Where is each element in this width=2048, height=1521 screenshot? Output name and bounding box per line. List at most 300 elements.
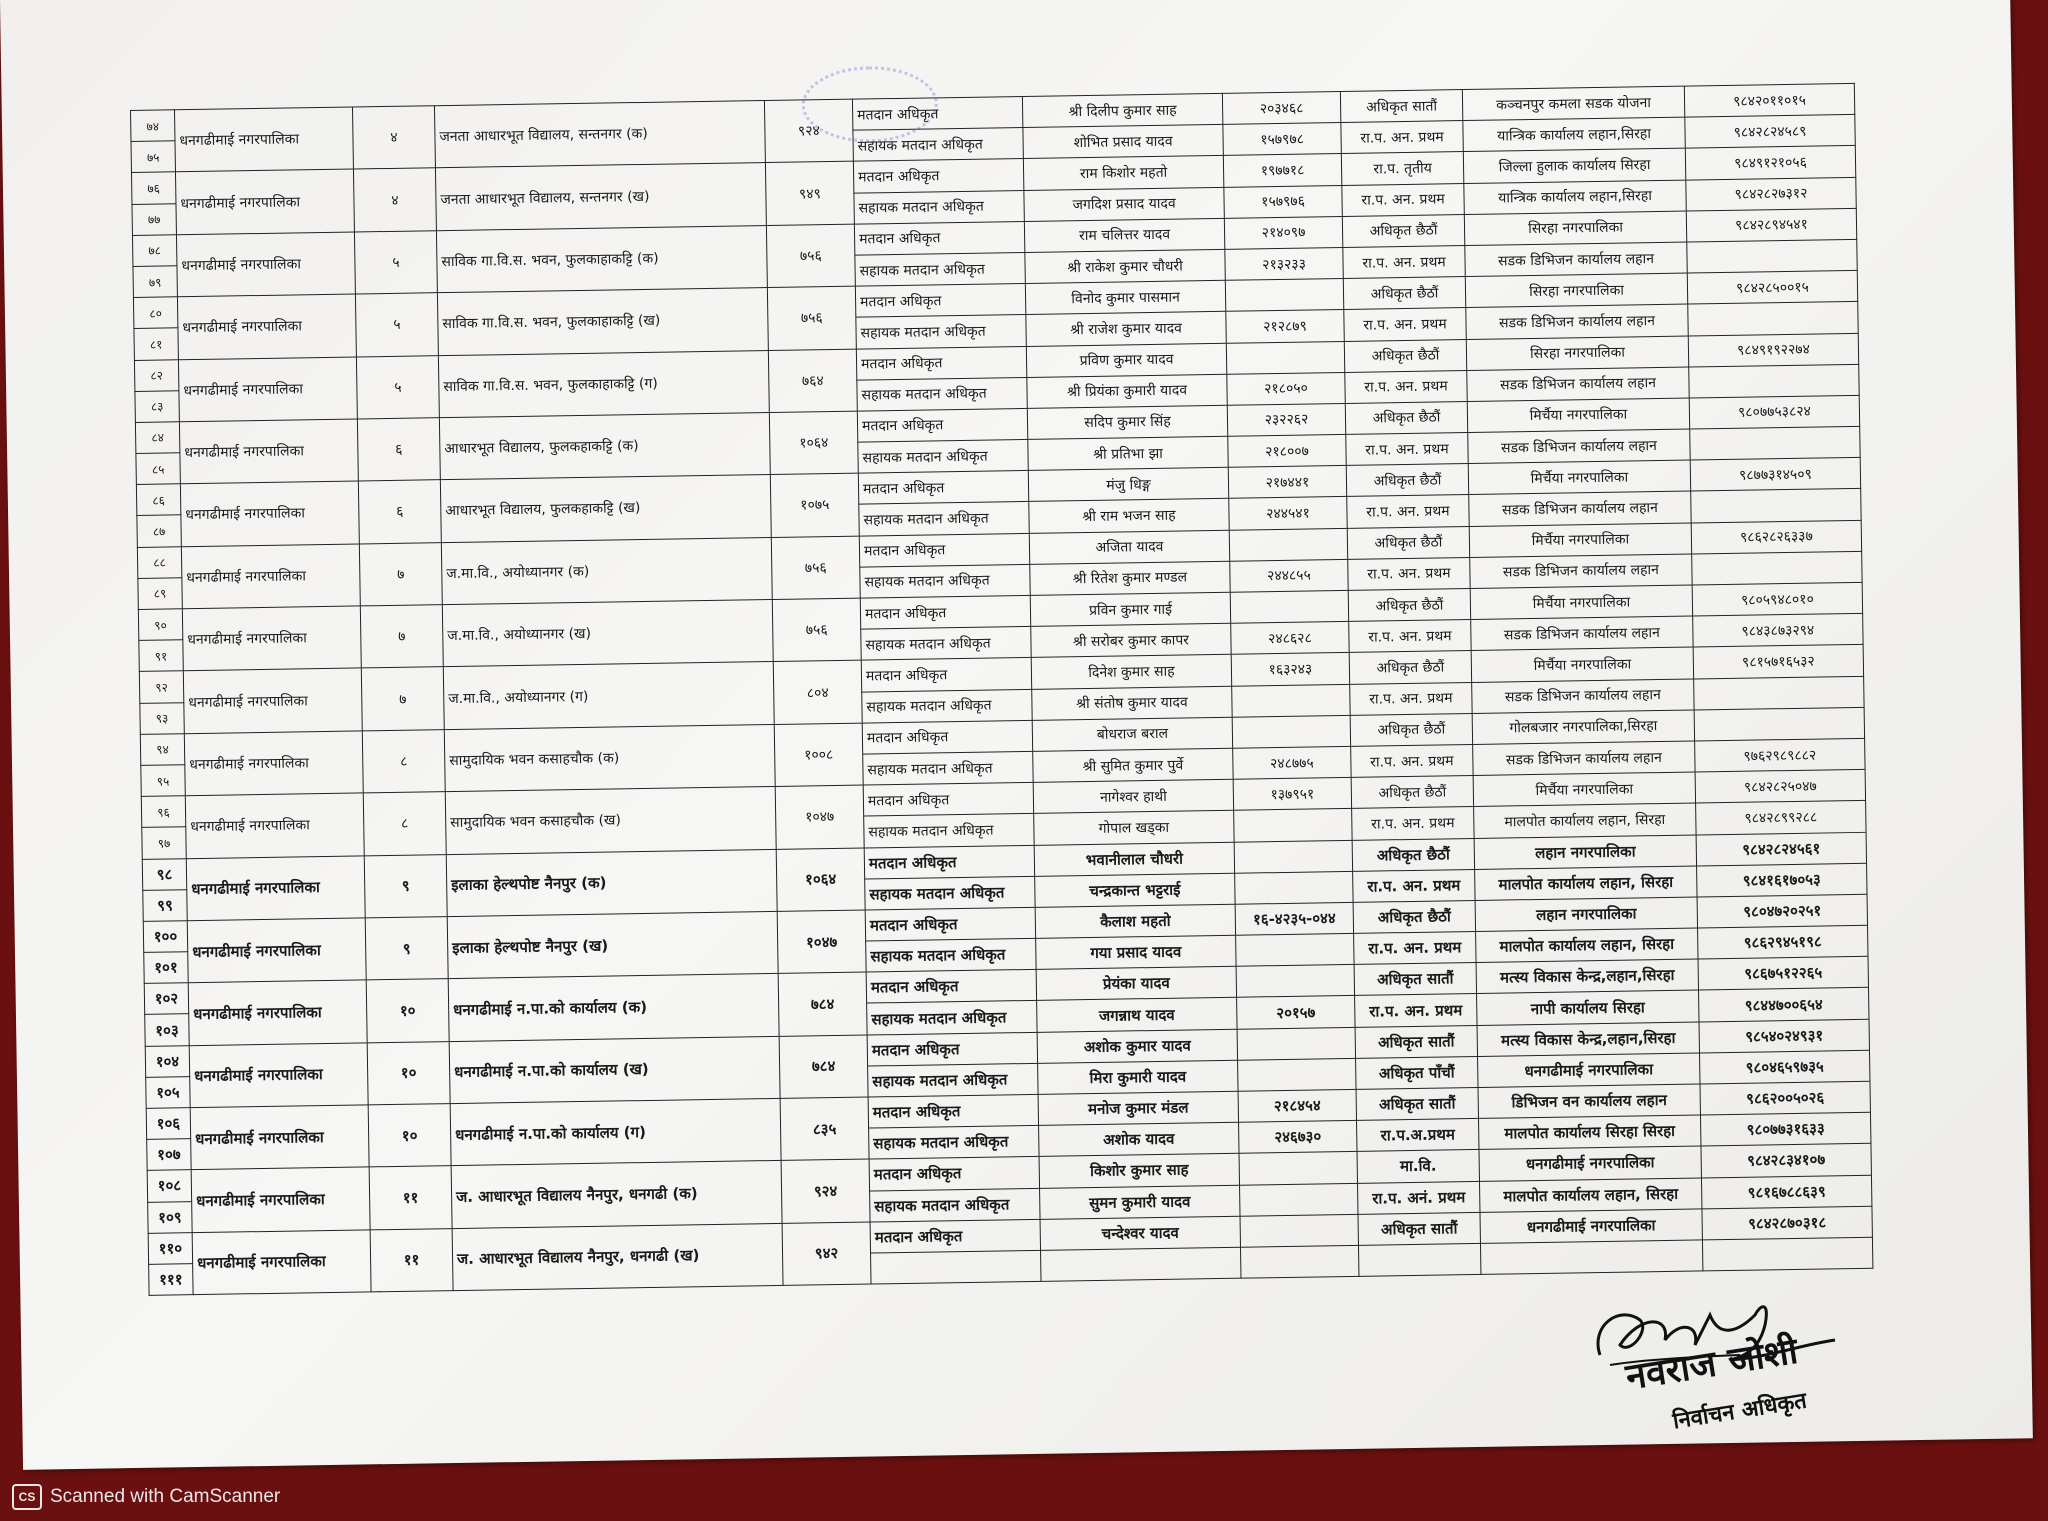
rank-level-cell: रा.प. अन. प्रथम — [1354, 932, 1476, 965]
polling-center-cell: ज.मा.वि., अयोध्यानगर (ग) — [443, 662, 774, 730]
employee-id-cell: २४४८५५ — [1230, 559, 1348, 592]
post-cell: सहायक मतदान अधिकृत — [856, 315, 1026, 349]
post-cell: सहायक मतदान अधिकृत — [867, 1001, 1037, 1035]
rank-level-cell: रा.प. अनं. प्रथम — [1358, 1181, 1480, 1214]
employee-id-cell: २३२२६२ — [1227, 403, 1345, 436]
employee-id-cell: २१८००७ — [1228, 435, 1346, 468]
serial-number-cell: ९२ — [139, 671, 183, 703]
ward-cell: ११ — [370, 1228, 453, 1292]
serial-number-cell: ८९ — [138, 578, 182, 610]
serial-number-cell: ९८ — [142, 858, 186, 890]
municipality-cell: धनगढीमाई नगरपालिका — [190, 1105, 369, 1170]
serial-number-cell: ७८ — [132, 235, 176, 267]
phone-cell: ९८४२८२७३१२ — [1686, 177, 1856, 211]
post-cell: मतदान अधिकृत — [859, 533, 1029, 567]
signatory-title: निर्वाचन अधिकृत — [1671, 1388, 1809, 1435]
office-cell: धनगढीमाई नगरपालिका — [1480, 1209, 1702, 1244]
phone-cell: ९८४९१२१०५६ — [1685, 146, 1855, 180]
rank-level-cell: रा.प. अन. प्रथम — [1355, 994, 1477, 1027]
office-cell: जिल्ला हुलाक कार्यालय सिरहा — [1463, 148, 1685, 183]
polling-center-cell: साविक गा.वि.स. भवन, फुलकाहाकट्टि (ख) — [437, 288, 768, 356]
serial-number-cell: ९१ — [139, 640, 183, 672]
rank-level-cell: रा.प. अन. प्रथम — [1350, 682, 1472, 715]
rank-level-cell — [1358, 1243, 1480, 1276]
serial-number-cell: ९० — [138, 609, 182, 641]
serial-number-cell: ७७ — [132, 203, 176, 235]
officer-name-cell: प्रविन कुमार गाई — [1030, 592, 1230, 626]
voter-count-cell: ७५६ — [766, 224, 855, 288]
rank-level-cell: रा.प. अन. प्रथम — [1351, 744, 1473, 777]
phone-cell: ९८४२८९९२८८ — [1696, 801, 1866, 835]
voter-count-cell: ८०४ — [773, 660, 862, 724]
office-cell: सडक डिभिजन कार्यालय लहान — [1471, 616, 1693, 651]
voter-count-cell: ९२४ — [764, 99, 853, 163]
serial-number-cell: १०५ — [146, 1076, 190, 1108]
phone-cell: ९८०७७५३८२४ — [1689, 395, 1859, 429]
polling-center-cell: इलाका हेल्थपोष्ट नैनपुर (क) — [446, 849, 777, 917]
serial-number-cell: ११० — [148, 1232, 192, 1264]
polling-center-cell: जनता आधारभूत विद्यालय, सन्तनगर (ख) — [435, 163, 766, 231]
ward-cell: १० — [368, 1104, 451, 1168]
employee-id-cell — [1240, 1214, 1358, 1247]
employee-id-cell — [1232, 715, 1350, 748]
post-cell: मतदान अधिकृत — [857, 408, 1027, 442]
post-cell: मतदान अधिकृत — [864, 845, 1034, 879]
office-cell: लहान नगरपालिका — [1474, 834, 1696, 869]
phone-cell: ९८७७३१४५०९ — [1690, 458, 1860, 492]
rank-level-cell: रा.प.अ.प्रथम — [1357, 1119, 1479, 1152]
office-cell: मालपोत कार्यालय लहान, सिरहा — [1476, 928, 1698, 963]
office-cell: सडक डिभिजन कार्यालय लहान — [1467, 367, 1689, 402]
post-cell: मतदान अधिकृत — [867, 1032, 1037, 1066]
rank-level-cell: अधिकृत सातौं — [1355, 1025, 1477, 1058]
voter-count-cell: १०७५ — [770, 473, 859, 537]
phone-cell — [1689, 364, 1859, 398]
serial-number-cell: ९७ — [142, 827, 186, 859]
office-cell: सडक डिभिजन कार्यालय लहान — [1468, 429, 1690, 464]
phone-cell: ९८६२९४५१९८ — [1698, 925, 1868, 959]
post-cell: मतदान अधिकृत — [862, 720, 1032, 754]
polling-center-cell: ज.मा.वि., अयोध्यानगर (ख) — [442, 599, 773, 667]
post-cell: मतदान अधिकृत — [858, 471, 1028, 505]
office-cell: सडक डिभिजन कार्यालय लहान — [1473, 741, 1695, 776]
employee-id-cell — [1232, 684, 1350, 717]
officer-name-cell: श्री दिलीप कुमार साह — [1022, 93, 1222, 127]
post-cell: सहायक मतदान अधिकृत — [866, 938, 1036, 972]
employee-id-cell — [1225, 279, 1343, 312]
post-cell: सहायक मतदान अधिकृत — [865, 876, 1035, 910]
polling-center-cell: धनगढीमाई न.पा.को कार्यालय (क) — [448, 974, 779, 1042]
rank-level-cell: अधिकृत छैठौं — [1344, 339, 1466, 372]
rank-level-cell: अधिकृत छैठौं — [1347, 526, 1469, 559]
ward-cell: ५ — [356, 355, 439, 419]
serial-number-cell: ९६ — [141, 796, 185, 828]
serial-number-cell: ८२ — [134, 359, 178, 391]
post-cell: सहायक मतदान अधिकृत — [858, 440, 1028, 474]
employee-id-cell: २४८७७५ — [1233, 746, 1351, 779]
ward-cell: ४ — [352, 106, 435, 170]
polling-center-cell: इलाका हेल्थपोष्ट नैनपुर (ख) — [447, 911, 778, 979]
employee-id-cell: २१८०५० — [1227, 372, 1345, 405]
voter-count-cell: ९२४ — [781, 1159, 870, 1223]
serial-number-cell: १११ — [149, 1264, 193, 1296]
polling-center-cell: ज.मा.वि., अयोध्यानगर (क) — [441, 537, 772, 605]
phone-cell: ९८०७७३१६३३ — [1700, 1112, 1870, 1146]
phone-cell: ९८४२८२४५८९ — [1685, 115, 1855, 149]
municipality-cell: धनगढीमाई नगरपालिका — [182, 606, 361, 671]
office-cell: धनगढीमाई नगरपालिका — [1478, 1053, 1700, 1088]
voter-count-cell: ९४२ — [782, 1222, 871, 1286]
voter-count-cell: ७८४ — [779, 1035, 868, 1099]
municipality-cell: धनगढीमाई नगरपालिका — [179, 419, 358, 484]
municipality-cell: धनगढीमाई नगरपालिका — [188, 980, 367, 1045]
phone-cell — [1691, 489, 1861, 523]
officer-name-cell: प्रविण कुमार यादव — [1026, 343, 1226, 377]
phone-cell — [1692, 551, 1862, 585]
post-cell: मतदान अधिकृत — [861, 658, 1031, 692]
ward-cell: ५ — [355, 293, 438, 357]
signatory-name: नवराज जोशी — [1623, 1330, 1801, 1399]
phone-cell: ९८४३८७३२९४ — [1693, 614, 1863, 648]
rank-level-cell: रा.प. अन. प्रथम — [1352, 807, 1474, 840]
serial-number-cell: १०८ — [147, 1170, 191, 1202]
post-cell: सहायक मतदान अधिकृत — [857, 377, 1027, 411]
employee-id-cell — [1235, 871, 1353, 904]
employee-id-cell: १६३२४३ — [1231, 653, 1349, 686]
ward-cell: ६ — [358, 480, 441, 544]
officer-table — [130, 83, 1873, 1296]
phone-cell: ९८४२८५००१५ — [1687, 271, 1857, 305]
officer-name-cell: राम चलित्तर यादव — [1024, 218, 1224, 252]
voter-count-cell: ७५६ — [772, 598, 861, 662]
ward-cell: ८ — [363, 792, 446, 856]
voter-count-cell: १०६४ — [776, 848, 865, 912]
office-cell: मिर्चैया नगरपालिका — [1470, 585, 1692, 620]
municipality-cell: धनगढीमाई नगरपालिका — [192, 1230, 371, 1295]
serial-number-cell: ८० — [133, 297, 177, 329]
phone-cell: ९८४२८९४५४१ — [1686, 208, 1856, 242]
serial-number-cell: ७६ — [131, 172, 175, 204]
post-cell: मतदान अधिकृत — [860, 595, 1030, 629]
rank-level-cell: अधिकृत सातौं — [1354, 963, 1476, 996]
municipality-cell: धनगढीमाई नगरपालिका — [189, 1043, 368, 1108]
phone-cell: ९८४९१९२२७४ — [1688, 333, 1858, 367]
officer-name-cell: मंजु धिङ्ग — [1028, 468, 1228, 502]
employee-id-cell — [1239, 1152, 1357, 1185]
voter-count-cell: १०४७ — [775, 785, 864, 849]
officer-name-cell: श्री रितेश कुमार मण्डल — [1030, 561, 1230, 595]
voter-count-cell: ७६४ — [768, 349, 857, 413]
municipality-cell: धनगढीमाई नगरपालिका — [175, 169, 354, 234]
serial-number-cell: ८४ — [135, 422, 179, 454]
office-cell: सडक डिभिजन कार्यालय लहान — [1470, 554, 1692, 589]
officer-name-cell: विनोद कुमार पासमान — [1025, 280, 1225, 314]
employee-id-cell: २१८४५४ — [1238, 1089, 1356, 1122]
phone-cell: ९८१५७१६५३२ — [1693, 645, 1863, 679]
office-cell: कञ्चनपुर कमला सडक योजना — [1462, 86, 1684, 121]
employee-id-cell: १५७९७६ — [1224, 185, 1342, 218]
phone-cell: ९८४२०११०१५ — [1684, 83, 1854, 117]
employee-id-cell — [1230, 590, 1348, 623]
camscanner-icon: CS — [12, 1484, 42, 1510]
officer-name-cell: प्रेयंका यादव — [1036, 966, 1236, 1000]
officer-name-cell: श्री सुमित कुमार पुर्वे — [1033, 748, 1233, 782]
employee-id-cell: २४४५४१ — [1229, 497, 1347, 530]
voter-count-cell: ७८४ — [778, 972, 867, 1036]
office-cell: धनगढीमाई नगरपालिका — [1479, 1146, 1701, 1181]
serial-number-cell: ९३ — [140, 702, 184, 734]
voter-count-cell: ७५६ — [771, 536, 860, 600]
officer-name-cell: मिरा कुमारी यादव — [1038, 1060, 1238, 1094]
officer-name-cell: बोधराज बराल — [1032, 717, 1232, 751]
rank-level-cell: रा.प. अन. प्रथम — [1345, 370, 1467, 403]
post-cell: मतदान अधिकृत — [865, 907, 1035, 941]
serial-number-cell: १०४ — [145, 1045, 189, 1077]
polling-center-cell: धनगढीमाई न.पा.को कार्यालय (ग) — [450, 1098, 781, 1166]
phone-cell — [1688, 302, 1858, 336]
polling-center-cell: आधारभूत विद्यालय, फुलकहाकट्टि (क) — [439, 412, 770, 480]
rank-level-cell: अधिकृत छैठौं — [1343, 277, 1465, 310]
rank-level-cell: अधिकृत पाँचौं — [1356, 1056, 1478, 1089]
officer-name-cell: सुमन कुमारी यादव — [1040, 1185, 1240, 1219]
office-cell: मालपोत कार्यालय लहान, सिरहा — [1474, 803, 1696, 838]
employee-id-cell: १५७९७८ — [1223, 123, 1341, 156]
post-cell: सहायक मतदान अधिकृत — [855, 252, 1025, 286]
polling-center-cell: साविक गा.वि.स. भवन, फुलकाहाकट्टि (क) — [436, 225, 767, 293]
rank-level-cell: रा.प. अन. प्रथम — [1347, 495, 1469, 528]
post-cell: सहायक मतदान अधिकृत — [869, 1126, 1039, 1160]
ward-cell: ६ — [357, 418, 440, 482]
post-cell: मतदान अधिकृत — [852, 96, 1022, 130]
municipality-cell: धनगढीमाई नगरपालिका — [176, 232, 355, 297]
rank-level-cell: रा.प. अन. प्रथम — [1346, 433, 1468, 466]
phone-cell: ९८४२८२४५६१ — [1696, 832, 1866, 866]
officer-name-cell: अजिता यादव — [1029, 530, 1229, 564]
rank-level-cell: रा.प. अन. प्रथम — [1341, 121, 1463, 154]
post-cell: मतदान अधिकृत — [870, 1219, 1040, 1253]
polling-center-cell: धनगढीमाई न.पा.को कार्यालय (ख) — [449, 1036, 780, 1104]
employee-id-cell — [1240, 1183, 1358, 1216]
officer-name-cell: श्री सरोबर कुमार कापर — [1031, 623, 1231, 657]
phone-cell: ९८६२८२६३३७ — [1691, 520, 1861, 554]
post-cell: मतदान अधिकृत — [855, 284, 1025, 318]
phone-cell: ९८५४०२४९३१ — [1699, 1019, 1869, 1053]
polling-center-cell: ज. आधारभूत विद्यालय नैनपुर, धनगढी (ख) — [452, 1223, 783, 1291]
officer-name-cell: दिनेश कुमार साह — [1031, 655, 1231, 689]
employee-id-cell — [1234, 809, 1352, 842]
phone-cell: ९८१६७८८६३९ — [1701, 1175, 1871, 1209]
ward-cell: १० — [366, 979, 449, 1043]
office-cell: मिर्चैया नगरपालिका — [1473, 772, 1695, 807]
office-cell: सडक डिभिजन कार्यालय लहान — [1465, 242, 1687, 277]
voter-count-cell: ८३५ — [780, 1097, 869, 1161]
office-cell: मिर्चैया नगरपालिका — [1471, 647, 1693, 682]
employee-id-cell: १९७७१८ — [1223, 154, 1341, 187]
phone-cell — [1694, 707, 1864, 741]
rank-level-cell: रा.प. अन. प्रथम — [1348, 557, 1470, 590]
phone-cell: ९८०५९४८०१० — [1692, 582, 1862, 616]
municipality-cell: धनगढीमाई नगरपालिका — [185, 793, 364, 858]
employee-id-cell — [1234, 840, 1352, 873]
employee-id-cell: २१३२३३ — [1225, 247, 1343, 280]
post-cell: मतदान अधिकृत — [854, 221, 1024, 255]
polling-center-cell: जनता आधारभूत विद्यालय, सन्तनगर (क) — [434, 101, 765, 169]
serial-number-cell: १०७ — [147, 1139, 191, 1171]
serial-number-cell: १०६ — [146, 1108, 190, 1140]
rank-level-cell: अधिकृत सातौं — [1356, 1087, 1478, 1120]
serial-number-cell: ८६ — [136, 484, 180, 516]
ward-cell: ५ — [354, 230, 437, 294]
polling-center-cell: सामुदायिक भवन कसाहचौक (ख) — [445, 787, 776, 855]
phone-cell: ९७६२९८९८८२ — [1695, 738, 1865, 772]
office-cell: डिभिजन वन कार्यालय लहान — [1478, 1084, 1700, 1119]
phone-cell: ९८४२८७०३१८ — [1702, 1206, 1872, 1240]
phone-cell — [1694, 676, 1864, 710]
officer-name-cell: कैलाश महतो — [1035, 904, 1235, 938]
employee-id-cell — [1236, 933, 1354, 966]
employee-id-cell: २४८६२८ — [1231, 622, 1349, 655]
employee-id-cell: १३७९५१ — [1233, 778, 1351, 811]
rank-level-cell: अधिकृत छैठौं — [1351, 776, 1473, 809]
municipality-cell: धनगढीमाई नगरपालिका — [177, 294, 356, 359]
municipality-cell: धनगढीमाई नगरपालिका — [191, 1167, 370, 1232]
employee-id-cell — [1229, 528, 1347, 561]
municipality-cell: धनगढीमाई नगरपालिका — [181, 544, 360, 609]
ward-cell: ९ — [364, 854, 447, 918]
serial-number-cell: ९९ — [143, 889, 187, 921]
post-cell: सहायक मतदान अधिकृत — [863, 751, 1033, 785]
serial-number-cell: ८८ — [137, 546, 181, 578]
rank-level-cell: रा.प. अन. प्रथम — [1342, 183, 1464, 216]
post-cell: सहायक मतदान अधिकृत — [862, 689, 1032, 723]
phone-cell: ९८४२८२५०४७ — [1695, 769, 1865, 803]
employee-id-cell: २४६७३० — [1239, 1121, 1357, 1154]
phone-cell: ९८४४७००६५४ — [1699, 988, 1869, 1022]
voter-count-cell: ७५६ — [767, 286, 856, 350]
serial-number-cell: १०० — [143, 921, 187, 953]
ward-cell: ४ — [353, 168, 436, 232]
office-cell: सडक डिभिजन कार्यालय लहान — [1466, 304, 1688, 339]
officer-name-cell: चन्द्रकान्त भट्टराई — [1035, 873, 1235, 907]
municipality-cell: धनगढीमाई नगरपालिका — [178, 356, 357, 421]
office-cell: लहान नगरपालिका — [1475, 897, 1697, 932]
scanner-footer-text: Scanned with CamScanner — [50, 1486, 281, 1507]
rank-level-cell: अधिकृत छैठौं — [1350, 713, 1472, 746]
rank-level-cell: रा.प. अन. प्रथम — [1349, 620, 1471, 653]
office-cell: गोलबजार नगरपालिका,सिरहा — [1472, 710, 1694, 745]
scanner-footer — [12, 1484, 280, 1510]
serial-number-cell: ८७ — [137, 515, 181, 547]
employee-id-cell: २०३४६८ — [1222, 91, 1340, 124]
phone-cell — [1690, 426, 1860, 460]
post-cell: सहायक मतदान अधिकृत — [861, 627, 1031, 661]
serial-number-cell: १०९ — [148, 1201, 192, 1233]
officer-name-cell: नागेश्वर हाथी — [1033, 779, 1233, 813]
employee-id-cell: २१७४४१ — [1228, 466, 1346, 499]
rank-level-cell: अधिकृत सातौं — [1358, 1212, 1480, 1245]
ward-cell: ९ — [365, 916, 448, 980]
post-cell: सहायक मतदान अधिकृत — [870, 1188, 1040, 1222]
phone-cell: ९८०४७२०२५१ — [1697, 894, 1867, 928]
municipality-cell: धनगढीमाई नगरपालिका — [180, 481, 359, 546]
officer-name-cell: अशोक कुमार यादव — [1037, 1029, 1237, 1063]
officer-name-cell: राम किशोर महतो — [1023, 156, 1223, 190]
municipality-cell: धनगढीमाई नगरपालिका — [187, 918, 366, 983]
serial-number-cell: ९५ — [141, 765, 185, 797]
serial-number-cell: ८५ — [136, 453, 180, 485]
rank-level-cell: अधिकृत छैठौं — [1352, 838, 1474, 871]
office-cell: सडक डिभिजन कार्यालय लहान — [1469, 491, 1691, 526]
officer-table-body — [131, 83, 1873, 1295]
officer-name-cell — [1041, 1247, 1241, 1281]
post-cell: सहायक मतदान अधिकृत — [853, 128, 1023, 162]
officer-name-cell: श्री प्रियंका कुमारी यादव — [1027, 374, 1227, 408]
employee-id-cell — [1238, 1058, 1356, 1091]
office-cell: नापी कार्यालय सिरहा — [1477, 990, 1699, 1025]
polling-center-cell: ज. आधारभूत विद्यालय नैनपुर, धनगढी (क) — [451, 1161, 782, 1229]
serial-number-cell: ९४ — [140, 733, 184, 765]
rank-level-cell: मा.वि. — [1357, 1150, 1479, 1183]
office-cell: मत्स्य विकास केन्द्र,लहान,सिरहा — [1477, 1022, 1699, 1057]
rank-level-cell: रा.प. अन. प्रथम — [1353, 869, 1475, 902]
office-cell: मिर्चैया नगरपालिका — [1468, 460, 1690, 495]
ward-cell: ८ — [362, 729, 445, 793]
post-cell: मतदान अधिकृत — [868, 1094, 1038, 1128]
office-cell: मत्स्य विकास केन्द्र,लहान,सिरहा — [1476, 959, 1698, 994]
post-cell: सहायक मतदान अधिकृत — [864, 814, 1034, 848]
phone-cell: ९८०४६५९७३५ — [1700, 1050, 1870, 1084]
rank-level-cell: अधिकृत छैठौं — [1345, 401, 1467, 434]
serial-number-cell: ७५ — [131, 141, 175, 173]
officer-name-cell: जगन्नाथ यादव — [1037, 998, 1237, 1032]
officer-name-cell: श्री प्रतिभा झा — [1028, 436, 1228, 470]
rank-level-cell: अधिकृत छैठौं — [1353, 900, 1475, 933]
rank-level-cell: रा.प. अन. प्रथम — [1344, 308, 1466, 341]
officer-name-cell: अशोक यादव — [1039, 1122, 1239, 1156]
ward-cell: १० — [367, 1041, 450, 1105]
serial-number-cell: ८३ — [135, 390, 179, 422]
officer-name-cell: सदिप कुमार सिंह — [1027, 405, 1227, 439]
voter-count-cell: १००८ — [774, 723, 863, 787]
officer-name-cell: शोभित प्रसाद यादव — [1023, 125, 1223, 159]
office-cell: सिरहा नगरपालिका — [1466, 336, 1688, 371]
ward-cell: ७ — [361, 667, 444, 731]
employee-id-cell: २१४०९७ — [1224, 216, 1342, 249]
office-cell: सडक डिभिजन कार्यालय लहान — [1472, 679, 1694, 714]
officer-name-cell: किशोर कुमार साह — [1039, 1154, 1239, 1188]
post-cell: सहायक मतदान अधिकृत — [854, 190, 1024, 224]
officer-name-cell: श्री राम भजन साह — [1029, 499, 1229, 533]
serial-number-cell: ८१ — [134, 328, 178, 360]
phone-cell: ९८४१६१७०५३ — [1697, 863, 1867, 897]
office-cell: सिरहा नगरपालिका — [1464, 211, 1686, 246]
office-cell: मिर्चैया नगरपालिका — [1469, 523, 1691, 558]
serial-number-cell: ७४ — [131, 110, 175, 142]
ward-cell: ७ — [360, 605, 443, 669]
phone-cell: ९८४२८३४१०७ — [1701, 1144, 1871, 1178]
municipality-cell: धनगढीमाई नगरपालिका — [183, 668, 362, 733]
office-cell — [1480, 1240, 1702, 1275]
post-cell: सहायक मतदान अधिकृत — [868, 1063, 1038, 1097]
officer-name-cell: श्री राकेश कुमार चौधरी — [1025, 249, 1225, 283]
polling-center-cell: आधारभूत विद्यालय, फुलकहाकट्टि (ख) — [440, 475, 771, 543]
post-cell: मतदान अधिकृत — [869, 1157, 1039, 1191]
voter-count-cell: १०४७ — [777, 910, 866, 974]
voter-count-cell: १०६४ — [769, 411, 858, 475]
serial-number-cell: १०१ — [144, 952, 188, 984]
rank-level-cell: अधिकृत छैठौं — [1348, 589, 1470, 622]
office-cell: मिर्चैया नगरपालिका — [1467, 398, 1689, 433]
